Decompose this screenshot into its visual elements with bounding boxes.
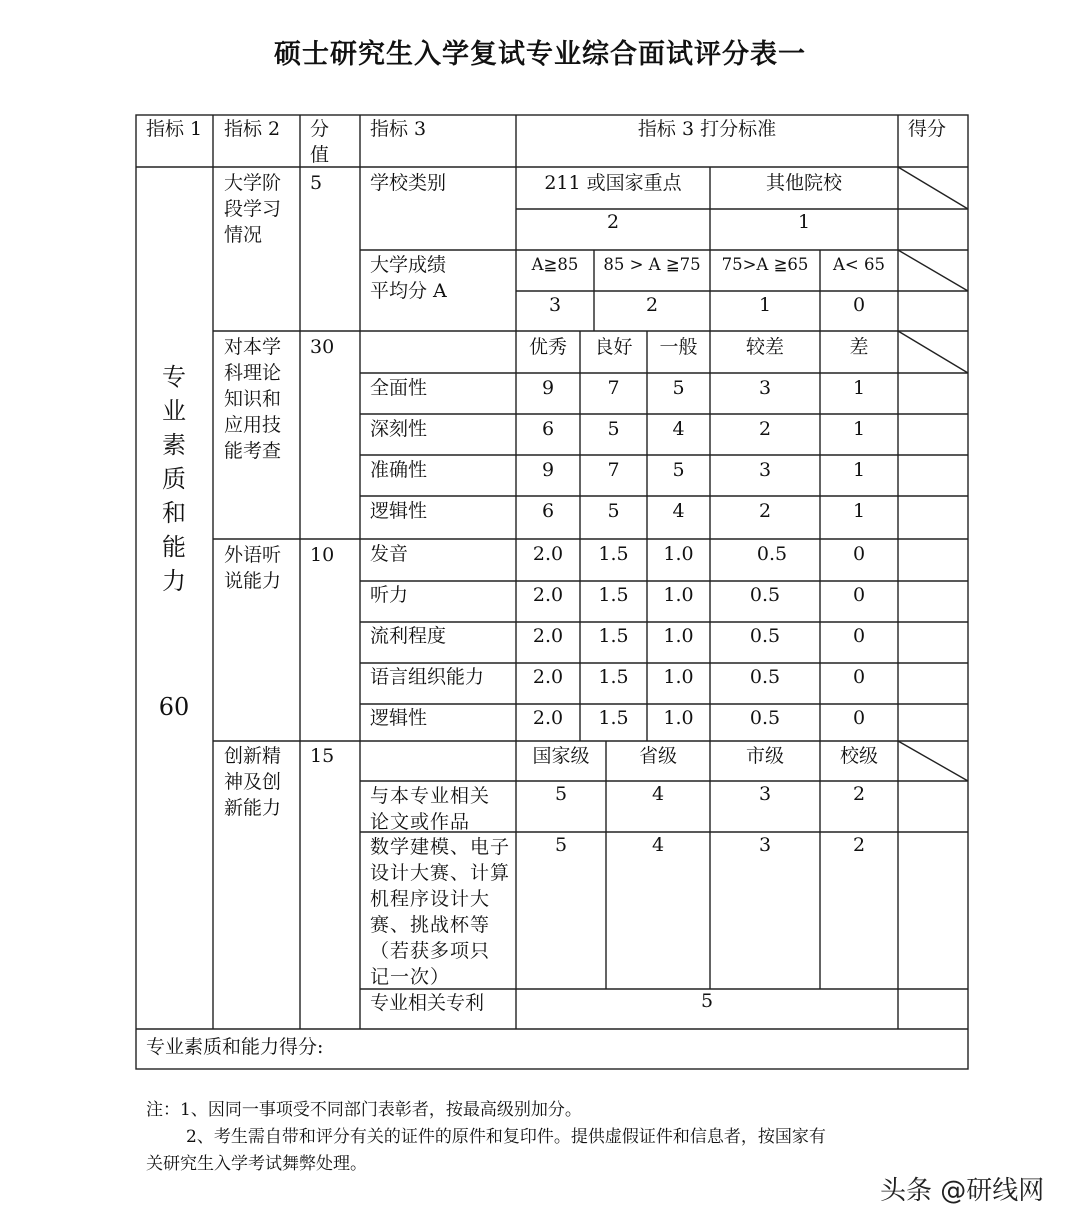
- sec3-cell: 2.0: [532, 666, 564, 688]
- header-col4: 指标 3: [370, 118, 427, 140]
- sec3-row-label: 听力: [370, 584, 409, 606]
- sec3-cell: 2.0: [532, 543, 564, 565]
- sec3-row-label: 语言组织能力: [370, 666, 485, 688]
- sec4-cell: 5: [554, 783, 568, 805]
- sec3-cell: 1.0: [663, 543, 694, 565]
- sec3-row-label: 流利程度: [370, 625, 447, 647]
- sec2-row-label: 全面性: [370, 377, 428, 399]
- sec2-row-label: 准确性: [370, 459, 428, 481]
- watermark: 头条 @研线网: [880, 1176, 1045, 1206]
- sec1-gpa-s1: 3: [548, 294, 562, 316]
- sec1-school-opt2: 其他院校: [765, 172, 842, 194]
- sec4-cell: 2: [852, 783, 866, 805]
- sec4-cell: 3: [758, 834, 772, 856]
- sec4-level: 市级: [745, 745, 784, 767]
- sec3-cell: 2.0: [532, 707, 564, 729]
- sec1-name: 大学阶 段学习 情况: [224, 172, 282, 246]
- sec3-cell: 0: [852, 666, 866, 688]
- sec2-cell: 5: [607, 418, 620, 440]
- sec1-school-opt1: 211 或国家重点: [544, 172, 682, 194]
- sec2-cell: 3: [758, 459, 772, 481]
- sec4-cell: 4: [651, 834, 665, 856]
- sec2-cell: 5: [672, 377, 685, 399]
- sec2-cell: 1: [852, 459, 866, 481]
- sec2-cell: 6: [541, 500, 555, 522]
- sec3-cell: 0: [852, 584, 866, 606]
- sec3-cell: 1.0: [663, 625, 694, 647]
- sec3-cell: 0.5: [756, 543, 788, 565]
- sec2-cell: 1: [852, 418, 866, 440]
- sec3-points: 10: [310, 544, 335, 566]
- sec2-level: 较差: [745, 336, 784, 358]
- sec1-gpa-r1: A≧85: [531, 255, 579, 274]
- sec2-cell: 7: [607, 377, 620, 399]
- sec3-cell: 1.5: [598, 584, 629, 606]
- sec4-patent-label: 专业相关专利: [370, 992, 485, 1014]
- sec1-gpa-label: 大学成绩 平均分 A: [370, 254, 447, 302]
- sec4-cell: 3: [758, 783, 772, 805]
- sec3-cell: 2.0: [532, 584, 564, 606]
- header-col3: 分 值: [310, 118, 330, 166]
- sec3-cell: 1.5: [598, 666, 629, 688]
- sec1-points: 5: [310, 172, 323, 194]
- sec2-level: 良好: [594, 336, 633, 358]
- sec2-row-label: 深刻性: [370, 418, 428, 440]
- sec2-cell: 2: [758, 418, 772, 440]
- header-col5: 指标 3 打分标准: [637, 118, 777, 140]
- sec4-level: 校级: [839, 745, 878, 767]
- sec2-level: 差: [849, 336, 869, 358]
- sec2-cell: 9: [541, 459, 555, 481]
- note-2: 2、考生需自带和评分有关的证件的原件和复印件。提供虚假证件和信息者，按国家有: [186, 1127, 826, 1147]
- sec1-gpa-r3: 75>A ≧65: [721, 255, 809, 274]
- sec1-school-label: 学校类别: [370, 172, 447, 194]
- sec3-cell: 1.5: [598, 707, 629, 729]
- sec3-row-label: 发音: [370, 543, 409, 565]
- sec2-cell: 7: [607, 459, 620, 481]
- category-label: 专 业 素 质 和 能 力: [162, 363, 186, 595]
- note-3: 关研究生入学考试舞弊处理。: [146, 1154, 367, 1174]
- sec3-name: 外语听 说能力: [224, 544, 282, 592]
- sec3-cell: 2.0: [532, 625, 564, 647]
- sec4-cell: 4: [651, 783, 665, 805]
- sec2-points: 30: [310, 336, 335, 358]
- sec2-level: 一般: [659, 336, 698, 358]
- sec2-cell: 1: [852, 500, 866, 522]
- sec2-cell: 1: [852, 377, 866, 399]
- sec1-school-score1: 2: [606, 211, 620, 233]
- sec3-cell: 1.5: [598, 543, 629, 565]
- sec2-row-label: 逻辑性: [370, 500, 428, 522]
- sec4-cell: 5: [554, 834, 568, 856]
- sec2-cell: 6: [541, 418, 555, 440]
- sec1-gpa-s4: 0: [852, 294, 866, 316]
- sec2-cell: 3: [758, 377, 772, 399]
- sec3-cell: 0.5: [749, 584, 781, 606]
- sec3-cell: 0.5: [749, 707, 781, 729]
- sec1-school-score2: 1: [797, 211, 811, 233]
- sec3-cell: 0.5: [749, 666, 781, 688]
- sec4-points: 15: [310, 745, 335, 767]
- sec4-cell: 2: [852, 834, 866, 856]
- sec3-cell: 0: [852, 543, 866, 565]
- sec1-gpa-r2: 85 > A ≧75: [603, 255, 701, 274]
- sec4-row-label: 数学建模、电子 设计大赛、计算 机程序设计大 赛、挑战杯等 （若获多项只 记一次）: [370, 836, 511, 988]
- header-col1: 指标 1: [146, 118, 203, 140]
- sec3-cell: 1.0: [663, 584, 694, 606]
- sec2-cell: 5: [672, 459, 685, 481]
- sec4-level: 国家级: [532, 745, 590, 767]
- category-score: 60: [158, 693, 190, 721]
- sec1-gpa-r4: A< 65: [833, 255, 885, 274]
- header-col6: 得分: [908, 118, 947, 140]
- sec3-cell: 1.0: [663, 707, 694, 729]
- sec4-name: 创新精 神及创 新能力: [224, 745, 282, 819]
- sec2-name: 对本学 科理论 知识和 应用技 能考查: [224, 336, 282, 462]
- sec3-cell: 0: [852, 707, 866, 729]
- sec3-cell: 0: [852, 625, 866, 647]
- sec2-cell: 2: [758, 500, 772, 522]
- total-label: 专业素质和能力得分:: [146, 1036, 324, 1058]
- sec3-cell: 1.0: [663, 666, 694, 688]
- sec4-row-label: 与本专业相关 论文或作品: [370, 785, 491, 833]
- sec3-cell: 1.5: [598, 625, 629, 647]
- sec4-patent-val: 5: [700, 990, 714, 1012]
- header-col2: 指标 2: [224, 118, 281, 140]
- sec2-cell: 9: [541, 377, 555, 399]
- sec1-gpa-s3: 1: [758, 294, 772, 316]
- sec3-row-label: 逻辑性: [370, 707, 428, 729]
- note-1: 注：1、因同一事项受不同部门表彰者，按最高级别加分。: [146, 1100, 582, 1120]
- sec2-cell: 4: [672, 418, 685, 440]
- sec2-cell: 5: [607, 500, 620, 522]
- sec4-level: 省级: [638, 745, 677, 767]
- page-title: 硕士研究生入学复试专业综合面试评分表一: [274, 39, 806, 70]
- sec2-cell: 4: [672, 500, 685, 522]
- sec2-level: 优秀: [528, 336, 567, 358]
- sec1-gpa-s2: 2: [645, 294, 659, 316]
- sec3-cell: 0.5: [749, 625, 781, 647]
